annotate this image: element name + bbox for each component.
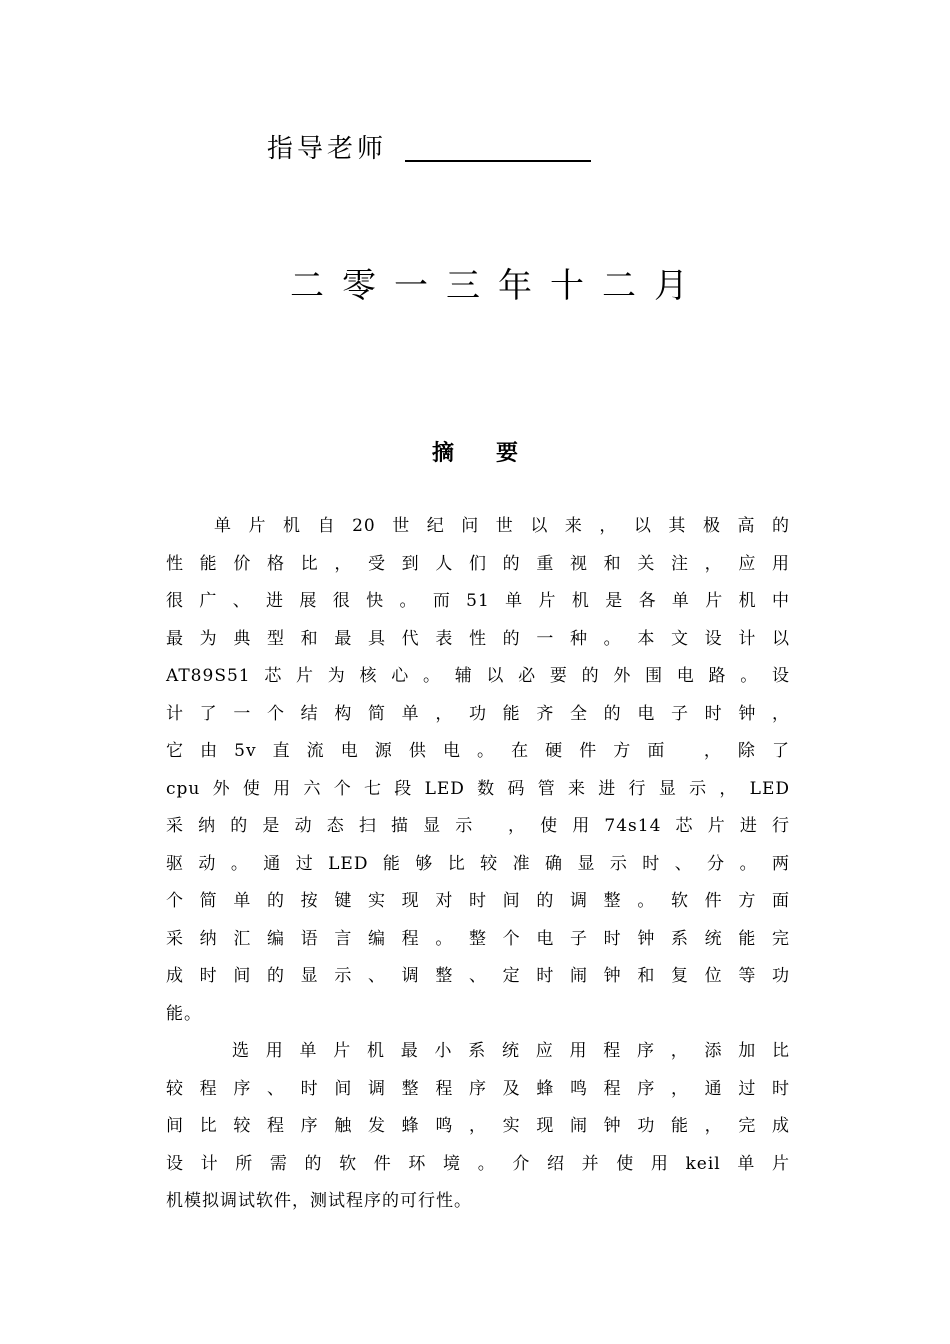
abstract-line: 较程序、时间调整程序及蜂鸣程序，通过时	[166, 1078, 790, 1099]
abstract-title	[0, 437, 950, 471]
abstract-line: 它由5v直流电源供电。在硬件方面 ，除了	[166, 741, 790, 761]
date-line: 二零一三年十二月	[290, 266, 706, 306]
abstract-body	[166, 508, 790, 1221]
abstract-line: 选用单片机最小系统应用程序，添加比	[232, 1041, 790, 1061]
abstract-line: 机模拟调试软件，测试程序的可行性。	[166, 1191, 472, 1211]
abstract-line: 驱动。通过LED能够比较准确显示时、分。两	[166, 853, 790, 874]
abstract-title-part1: 摘	[431, 441, 454, 466]
abstract-line: 设计所需的软件环境。介绍并使用keil单片	[166, 1153, 790, 1174]
abstract-title-part2: 要	[496, 441, 519, 466]
abstract-line: 性能价格比，受到人们的重视和关注，应用	[166, 553, 790, 574]
abstract-line: AT89S51芯片为核心。辅以必要的外围电路。设	[166, 666, 790, 686]
advisor-line	[267, 132, 591, 166]
abstract-line: 个简单的按键实现对时间的调整。软件方面	[166, 891, 790, 911]
advisor-name-blank	[405, 160, 591, 162]
abstract-line: 能。	[166, 1003, 202, 1024]
abstract-line: 很广、进展很快。而51单片机是各单片机中	[166, 591, 790, 611]
abstract-line: 间比较程序触发蜂鸣，实现闹钟功能，完成	[166, 1116, 790, 1136]
advisor-label: 指导老师	[267, 134, 388, 164]
abstract-line: 采纳的是动态扫描显示 ，使用74s14芯片进行	[166, 816, 790, 836]
abstract-line: cpu外使用六个七段LED数码管来进行显示，LED	[166, 778, 790, 799]
abstract-line: 采纳汇编语言编程。整个电子时钟系统能完	[166, 928, 790, 949]
abstract-line: 成时间的显示、调整、定时闹钟和复位等功	[166, 966, 790, 986]
abstract-line: 最为典型和最具代表性的一种。本文设计以	[166, 628, 790, 649]
abstract-line: 计了一个结构简单，功能齐全的电子时钟，	[166, 703, 790, 724]
abstract-line: 单片机自20世纪问世以来，以其极高的	[214, 516, 790, 536]
